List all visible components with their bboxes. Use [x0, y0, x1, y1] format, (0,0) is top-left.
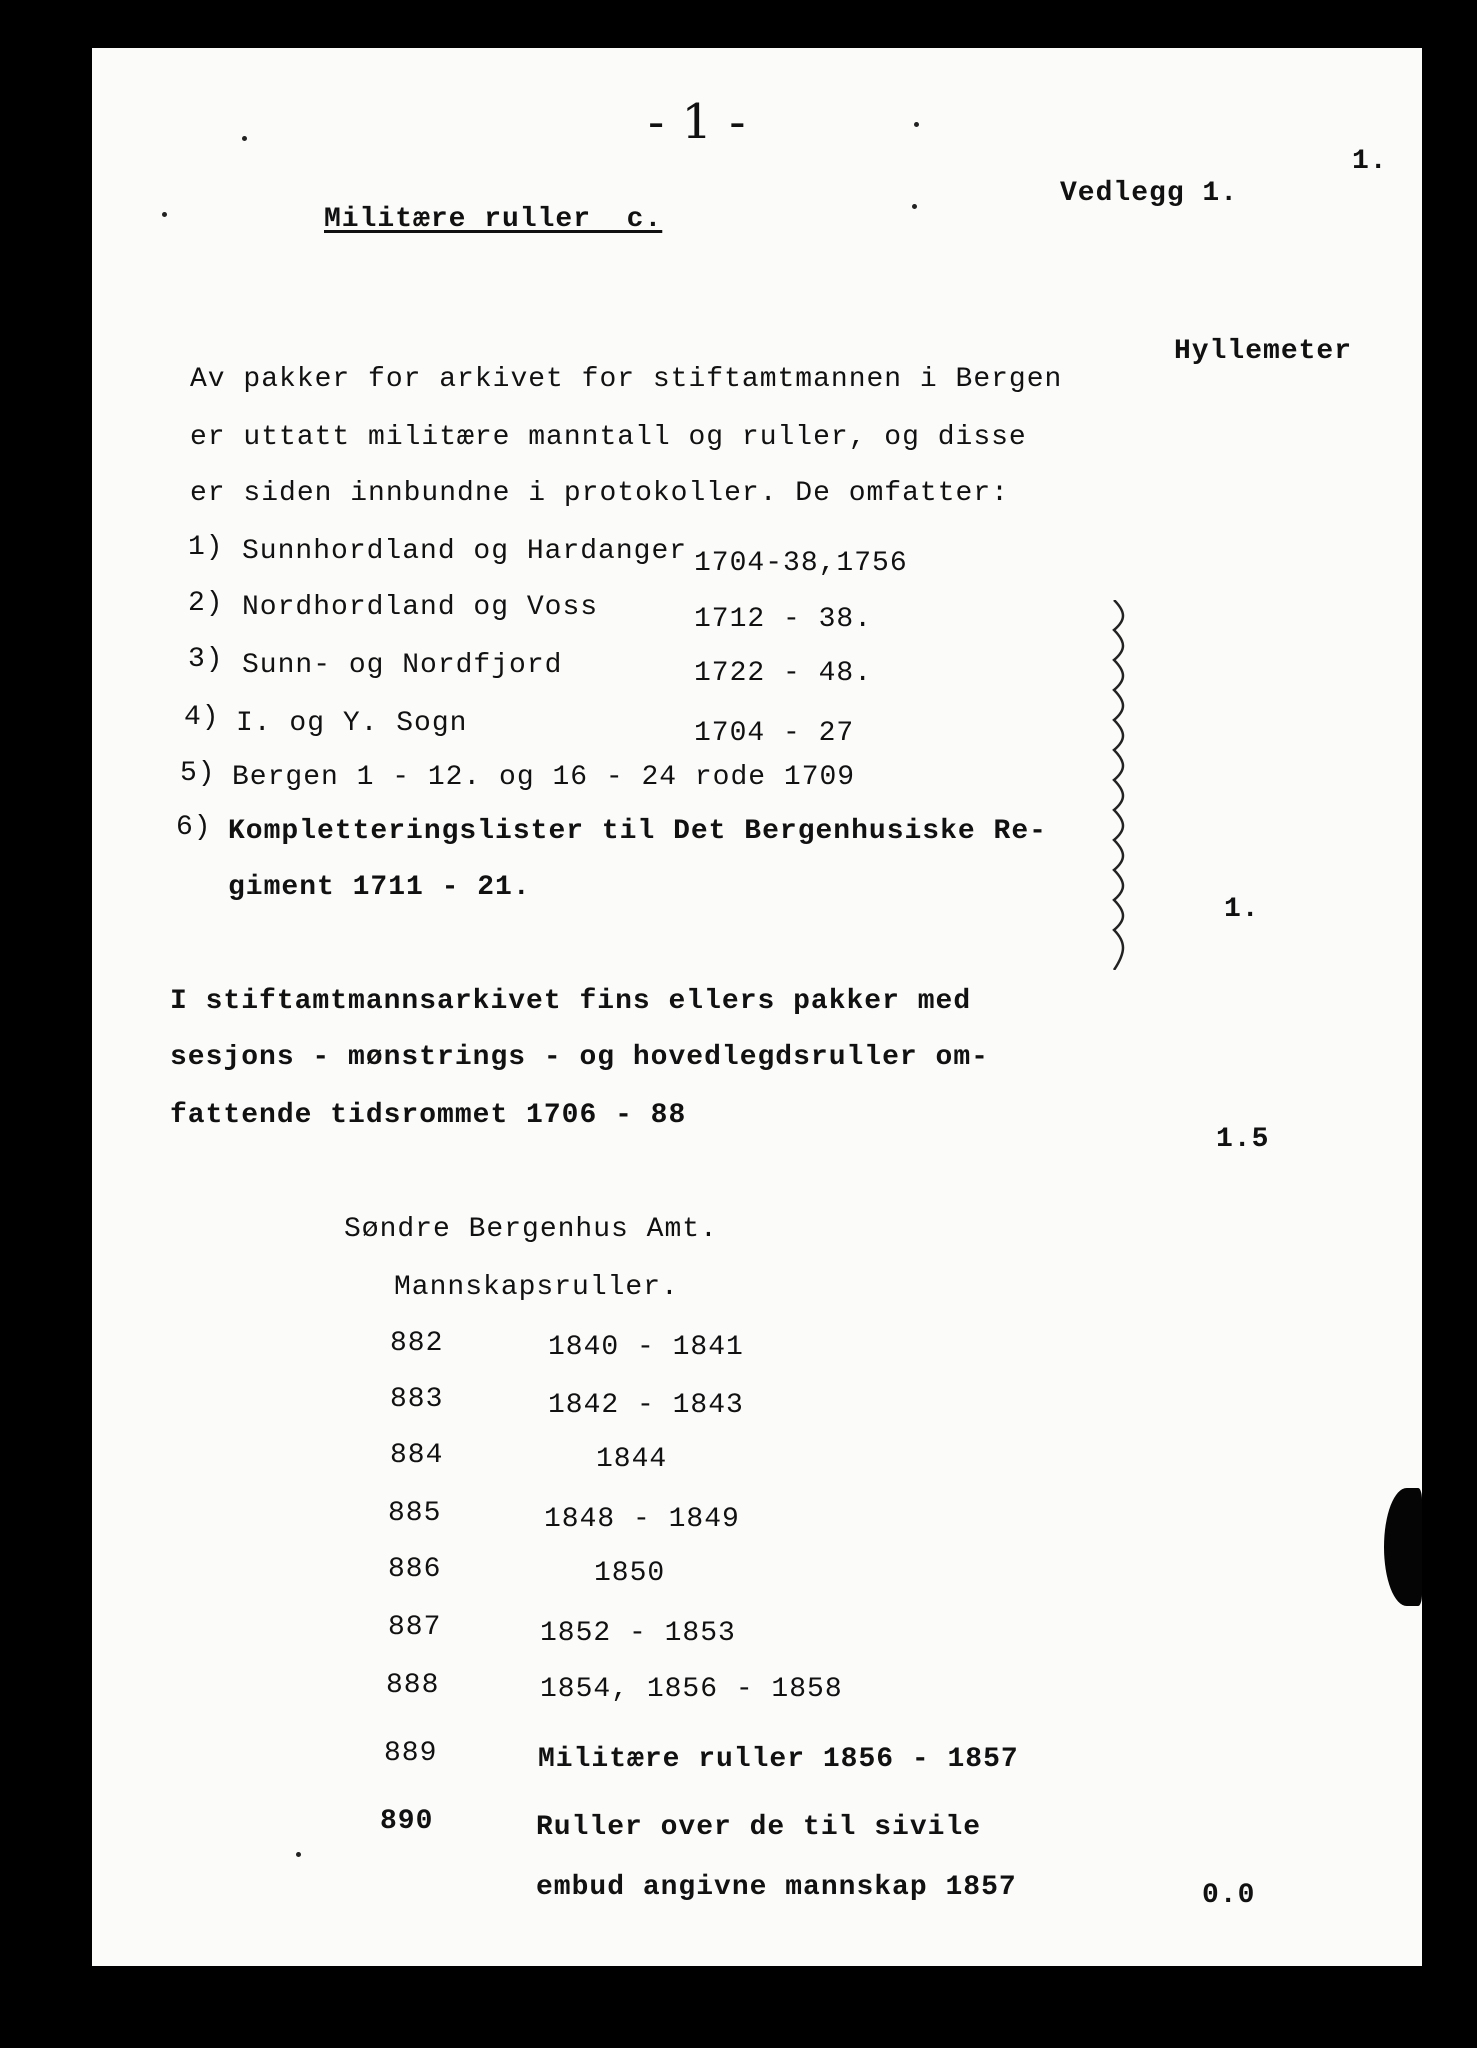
corner-number: 1. [1352, 146, 1388, 177]
speck [296, 1852, 301, 1857]
roll-description: 1848 - 1849 [544, 1504, 740, 1535]
roll-description: Militære ruller 1856 - 1857 [538, 1744, 1019, 1775]
roll-number: 888 [386, 1670, 440, 1701]
roll-description: 1840 - 1841 [548, 1332, 744, 1363]
handwritten-page-number: - 1 - [648, 94, 747, 150]
item-name: Sunnhordland og Hardanger [242, 536, 688, 567]
item-shelf-value: 1. [1224, 894, 1260, 925]
roll-number: 886 [388, 1554, 442, 1585]
item-name: Sunn- og Nordfjord [242, 650, 563, 681]
roll-description: Ruller over de til sivile [536, 1812, 982, 1843]
section-subheading: Mannskapsruller. [394, 1272, 679, 1303]
speck [912, 204, 917, 209]
curly-brace-mark [1102, 600, 1132, 970]
intro-line: er uttatt militære manntall og ruller, og disse [190, 422, 1027, 453]
para-line: sesjons - mønstrings - og hovedlegdsruller om- [170, 1042, 989, 1073]
item-number: 4) [184, 702, 220, 733]
speck [162, 212, 167, 217]
para-line: fattende tidsrommet 1706 - 88 [170, 1100, 687, 1131]
roll-number: 887 [388, 1612, 442, 1643]
para-shelf-value: 1.5 [1216, 1124, 1270, 1155]
item-years: 1704-38,1756 [694, 548, 908, 579]
item-number: 2) [188, 588, 224, 619]
item-name: Kompletteringslister til Det Bergenhusiske Re- [228, 816, 1047, 847]
roll-number: 890 [380, 1806, 434, 1837]
document-page [92, 48, 1422, 1966]
item-number: 5) [180, 758, 216, 789]
section-heading: Søndre Bergenhus Amt. [344, 1214, 718, 1245]
para-line: I stiftamtmannsarkivet fins ellers pakker med [170, 986, 972, 1017]
item-name: Bergen 1 - 12. og 16 - 24 rode 1709 [232, 762, 856, 793]
roll-number: 884 [390, 1440, 444, 1471]
speck [914, 122, 919, 127]
page-title: Militære ruller c. [324, 204, 663, 235]
item-number: 3) [188, 644, 224, 675]
roll-description: 1844 [596, 1444, 668, 1475]
item-number: 1) [188, 532, 224, 563]
item-name: Nordhordland og Voss [242, 592, 599, 623]
item-name: I. og Y. Sogn [236, 708, 468, 739]
roll-number: 885 [388, 1498, 442, 1529]
shelf-meter-header: Hyllemeter [1174, 336, 1353, 367]
item-number: 6) [176, 812, 212, 843]
roll-number: 889 [384, 1738, 438, 1769]
item-years: 1722 - 48. [694, 658, 873, 689]
item-years: 1712 - 38. [694, 604, 873, 635]
intro-line: er siden innbundne i protokoller. De omfatter: [190, 478, 1009, 509]
item-years: 1704 - 27 [694, 718, 855, 749]
final-shelf-value: 0.0 [1202, 1880, 1256, 1911]
ink-blot [1384, 1488, 1422, 1606]
roll-description: embud angivne mannskap 1857 [536, 1872, 1017, 1903]
roll-number: 883 [390, 1384, 444, 1415]
item-name: giment 1711 - 21. [228, 872, 531, 903]
intro-line: Av pakker for arkivet for stiftamtmannen i Bergen [190, 364, 1063, 395]
roll-description: 1850 [594, 1558, 666, 1589]
roll-description: 1854, 1856 - 1858 [540, 1674, 843, 1705]
attachment-label: Vedlegg 1. [1060, 178, 1239, 209]
roll-description: 1852 - 1853 [540, 1618, 736, 1649]
speck [242, 136, 247, 141]
roll-number: 882 [390, 1328, 444, 1359]
roll-description: 1842 - 1843 [548, 1390, 744, 1421]
